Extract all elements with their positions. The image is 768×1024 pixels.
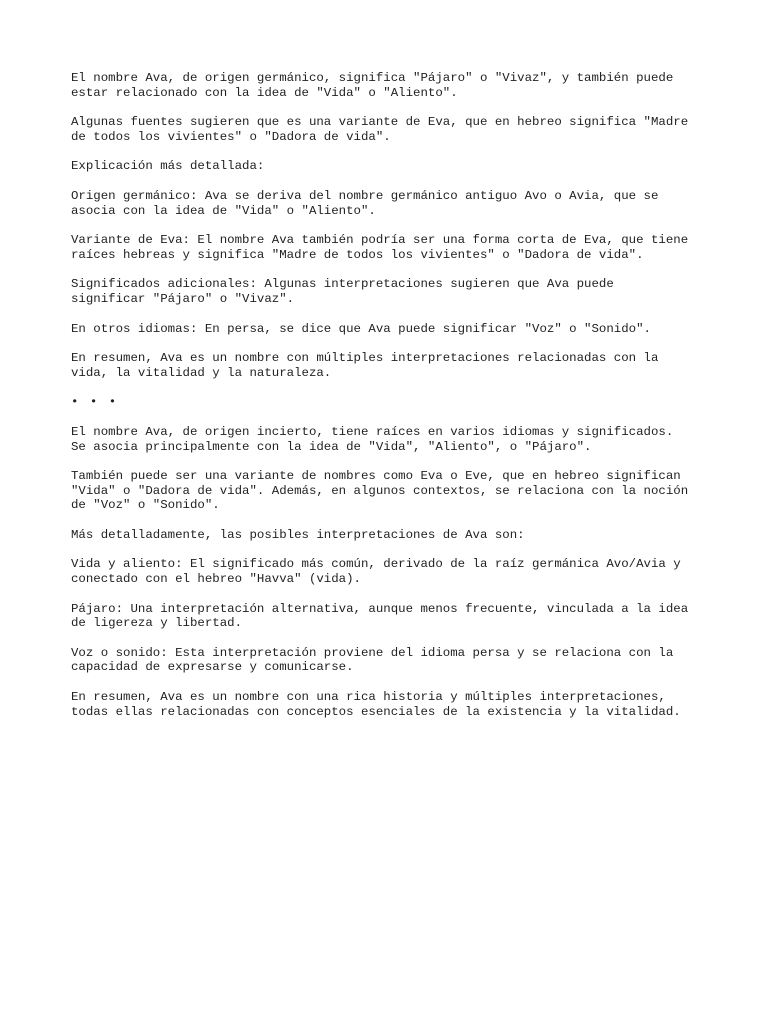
paragraph-line: de ligereza y libertad. <box>71 616 243 631</box>
paragraph-line: asocia con la idea de "Vida" o "Aliento". <box>71 203 376 218</box>
paragraph-line: Explicación más detallada: <box>71 159 265 174</box>
paragraph-line: El nombre Ava, de origen incierto, tiene raíces en varios idiomas y significados. <box>71 424 674 439</box>
paragraph <box>71 277 701 306</box>
paragraph-line: Vida y aliento: El significado más común, derivado de la raíz germánica Avo/Avia y <box>71 557 681 572</box>
section-separator: • • • <box>71 395 119 410</box>
paragraph <box>71 322 701 337</box>
paragraph-line: estar relacionado con la idea de "Vida" o "Aliento". <box>71 85 458 100</box>
paragraph-line: Variante de Eva: El nombre Ava también podría ser una forma corta de Eva, que tiene <box>71 233 689 248</box>
paragraph-line: Se asocia principalmente con la idea de "Vida", "Aliento", o "Pájaro". <box>71 439 592 454</box>
paragraph <box>71 159 701 174</box>
paragraph-line: Origen germánico: Ava se deriva del nombre germánico antiguo Avo o Avia, que se <box>71 188 659 203</box>
paragraph <box>71 71 701 100</box>
paragraph <box>71 528 701 543</box>
section-1 <box>71 71 701 380</box>
paragraph-line: significar "Pájaro" o "Vivaz". <box>71 291 295 306</box>
paragraph <box>71 646 701 675</box>
paragraph-line: Pájaro: Una interpretación alternativa, aunque menos frecuente, vinculada a la idea <box>71 601 689 616</box>
paragraph-line: El nombre Ava, de origen germánico, significa "Pájaro" o "Vivaz", y también puede <box>71 71 674 85</box>
paragraph-line: vida, la vitalidad y la naturaleza. <box>71 365 332 380</box>
paragraph <box>71 425 701 454</box>
document-page <box>71 71 701 734</box>
paragraph-line: También puede ser una variante de nombres como Eva o Eve, que en hebreo significan <box>71 469 681 484</box>
paragraph <box>71 469 701 513</box>
paragraph-line: Voz o sonido: Esta interpretación proviene del idioma persa y se relaciona con la <box>71 645 674 660</box>
paragraph <box>71 690 701 719</box>
paragraph <box>71 602 701 631</box>
paragraph-line: Más detalladamente, las posibles interpretaciones de Ava son: <box>71 527 525 542</box>
paragraph-line: de todos los vivientes" o "Dadora de vida". <box>71 129 391 144</box>
paragraph-line: Significados adicionales: Algunas interpretaciones sugieren que Ava puede <box>71 277 614 292</box>
paragraph-line: raíces hebreas y significa "Madre de todos los vivientes" o "Dadora de vida". <box>71 247 644 262</box>
paragraph-line: En resumen, Ava es un nombre con una rica historia y múltiples interpretaciones, <box>71 690 666 705</box>
paragraph <box>71 189 701 218</box>
paragraph-line: En resumen, Ava es un nombre con múltiples interpretaciones relacionadas con la <box>71 351 659 366</box>
paragraph-line: En otros idiomas: En persa, se dice que Ava puede significar "Voz" o "Sonido". <box>71 321 651 336</box>
paragraph <box>71 233 701 262</box>
paragraph-line: capacidad de expresarse y comunicarse. <box>71 660 354 675</box>
paragraph-line: de "Voz" o "Sonido". <box>71 498 220 513</box>
paragraph-line: Algunas fuentes sugieren que es una variante de Eva, que en hebreo significa "Madre <box>71 115 689 130</box>
paragraph-line: "Vida" o "Dadora de vida". Además, en algunos contextos, se relaciona con la noción <box>71 483 689 498</box>
paragraph-line: conectado con el hebreo "Havva" (vida). <box>71 572 361 587</box>
section-2 <box>71 425 701 719</box>
paragraph <box>71 351 701 380</box>
paragraph-line: todas ellas relacionadas con conceptos esenciales de la existencia y la vitalidad. <box>71 704 681 719</box>
paragraph <box>71 557 701 586</box>
paragraph <box>71 115 701 144</box>
